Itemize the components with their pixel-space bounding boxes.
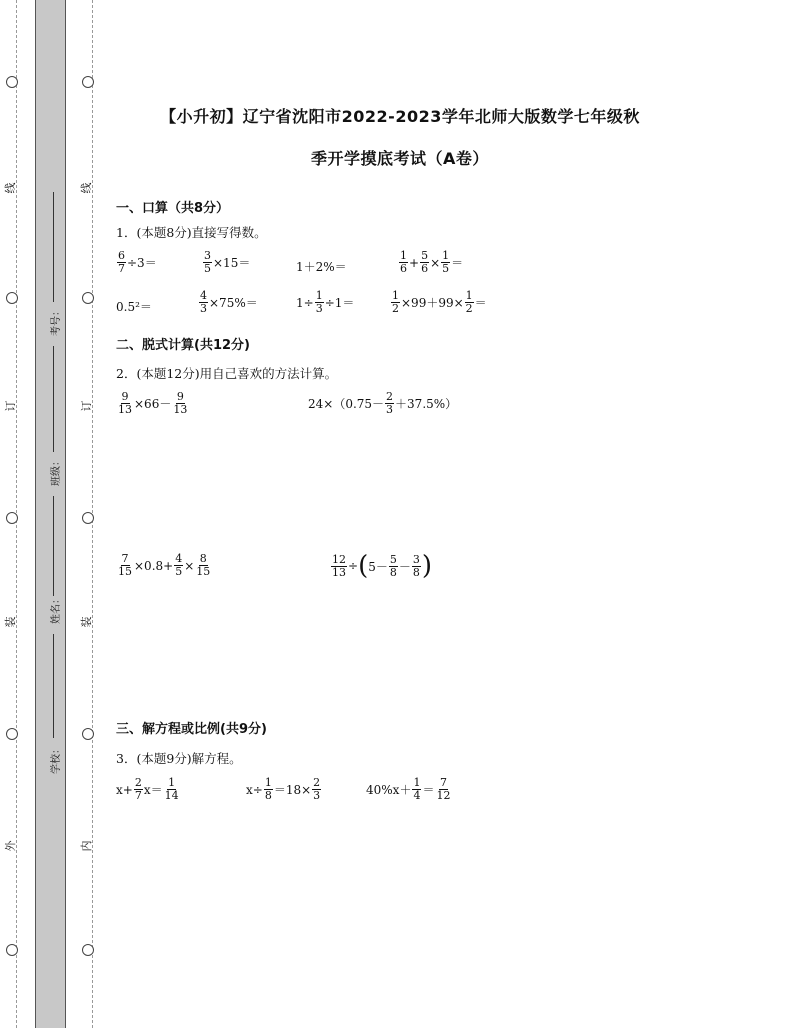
exam-number-label: 考号：	[51, 306, 62, 336]
binding-hole	[82, 728, 94, 740]
binding-hole	[6, 728, 18, 740]
margin-char-line: 线	[80, 182, 93, 194]
margin-char-outer: 外	[4, 840, 17, 852]
q1-expr-2: $\frac{3}{5}$ ×15＝	[204, 249, 251, 275]
q3-equation-3: 40%x＋ 1 4 ＝ 7 12	[366, 776, 451, 802]
name-fill-line[interactable]	[53, 496, 54, 596]
binding-strip	[35, 0, 66, 1028]
q3-equation-1: x+ $\frac{2}{7}$ x＝ 1 14	[116, 776, 179, 802]
binding-hole	[82, 512, 94, 524]
document-title-line1: 【小升初】辽宁省沈阳市2022-2023学年北师大版数学七年级秋	[160, 107, 640, 126]
section1-heading: 一、口算（共8分）	[116, 201, 230, 216]
margin-char-bind: 装	[4, 616, 17, 628]
margin-char-order: 订	[80, 400, 93, 412]
binding-hole	[6, 76, 18, 88]
q1-expr-4: 1 6 + $\frac{5}{6}$ × $\frac{1}{5}$ ＝	[400, 249, 464, 275]
q1-expr-7: 1÷ $\frac{1}{3}$ ÷1＝	[296, 289, 355, 315]
section3-heading: 三、解方程或比例(共9分)	[116, 722, 267, 737]
document-title-line2: 季开学摸底考试（A卷）	[311, 149, 489, 168]
q1-expr-8: $\frac{1}{2}$ ×99＋99× $\frac{1}{2}$ ＝	[392, 289, 487, 315]
q3-equation-2: x÷ $\frac{1}{8}$ ＝18× $\frac{2}{3}$	[246, 776, 321, 802]
binding-hole	[82, 292, 94, 304]
binding-hole	[6, 292, 18, 304]
margin-char-inner: 内	[80, 840, 93, 852]
binding-hole	[82, 944, 94, 956]
q2-expr-1: $\frac{9}{13}$ ×66－ 9 13	[118, 390, 188, 416]
margin-char-bind: 装	[80, 616, 93, 628]
q2-expr-4: $\frac{12}{13}$ ÷ ( 5－ 5 8 － 3 8 )	[332, 551, 433, 581]
margin-char-line: 线	[4, 182, 17, 194]
name-label: 姓名：	[51, 594, 62, 624]
q1-expr-5: 0.5²＝	[116, 300, 152, 314]
class-fill-line[interactable]	[53, 346, 54, 452]
q1-expr-3: 1＋2%＝	[296, 260, 347, 274]
binding-hole	[82, 76, 94, 88]
question2-prompt: 2．(本题12分)用自己喜欢的方法计算。	[116, 366, 338, 381]
margin-char-order: 订	[4, 400, 17, 412]
question1-prompt: 1．(本题8分)直接写得数。	[116, 225, 267, 240]
section2-heading: 二、脱式计算(共12分)	[116, 338, 250, 353]
q2-expr-3: $\frac{7}{15}$ ×0.8+ $\frac{4}{5}$ × $\frac{8}{15}$	[118, 552, 211, 578]
binding-hole	[6, 944, 18, 956]
question3-prompt: 3．(本题9分)解方程。	[116, 751, 242, 766]
q2-expr-2: 24×（0.75－ 2 3 ＋37.5%）	[308, 390, 458, 416]
binding-hole	[6, 512, 18, 524]
school-label: 学校：	[51, 744, 62, 774]
q1-expr-6: $\frac{4}{3}$ ×75%＝	[200, 289, 258, 315]
school-fill-line[interactable]	[53, 634, 54, 738]
q1-expr-1: $\frac{6}{7}$ ÷3＝	[118, 249, 157, 275]
class-label: 班级：	[51, 456, 62, 486]
exam-number-fill-line[interactable]	[53, 192, 54, 302]
